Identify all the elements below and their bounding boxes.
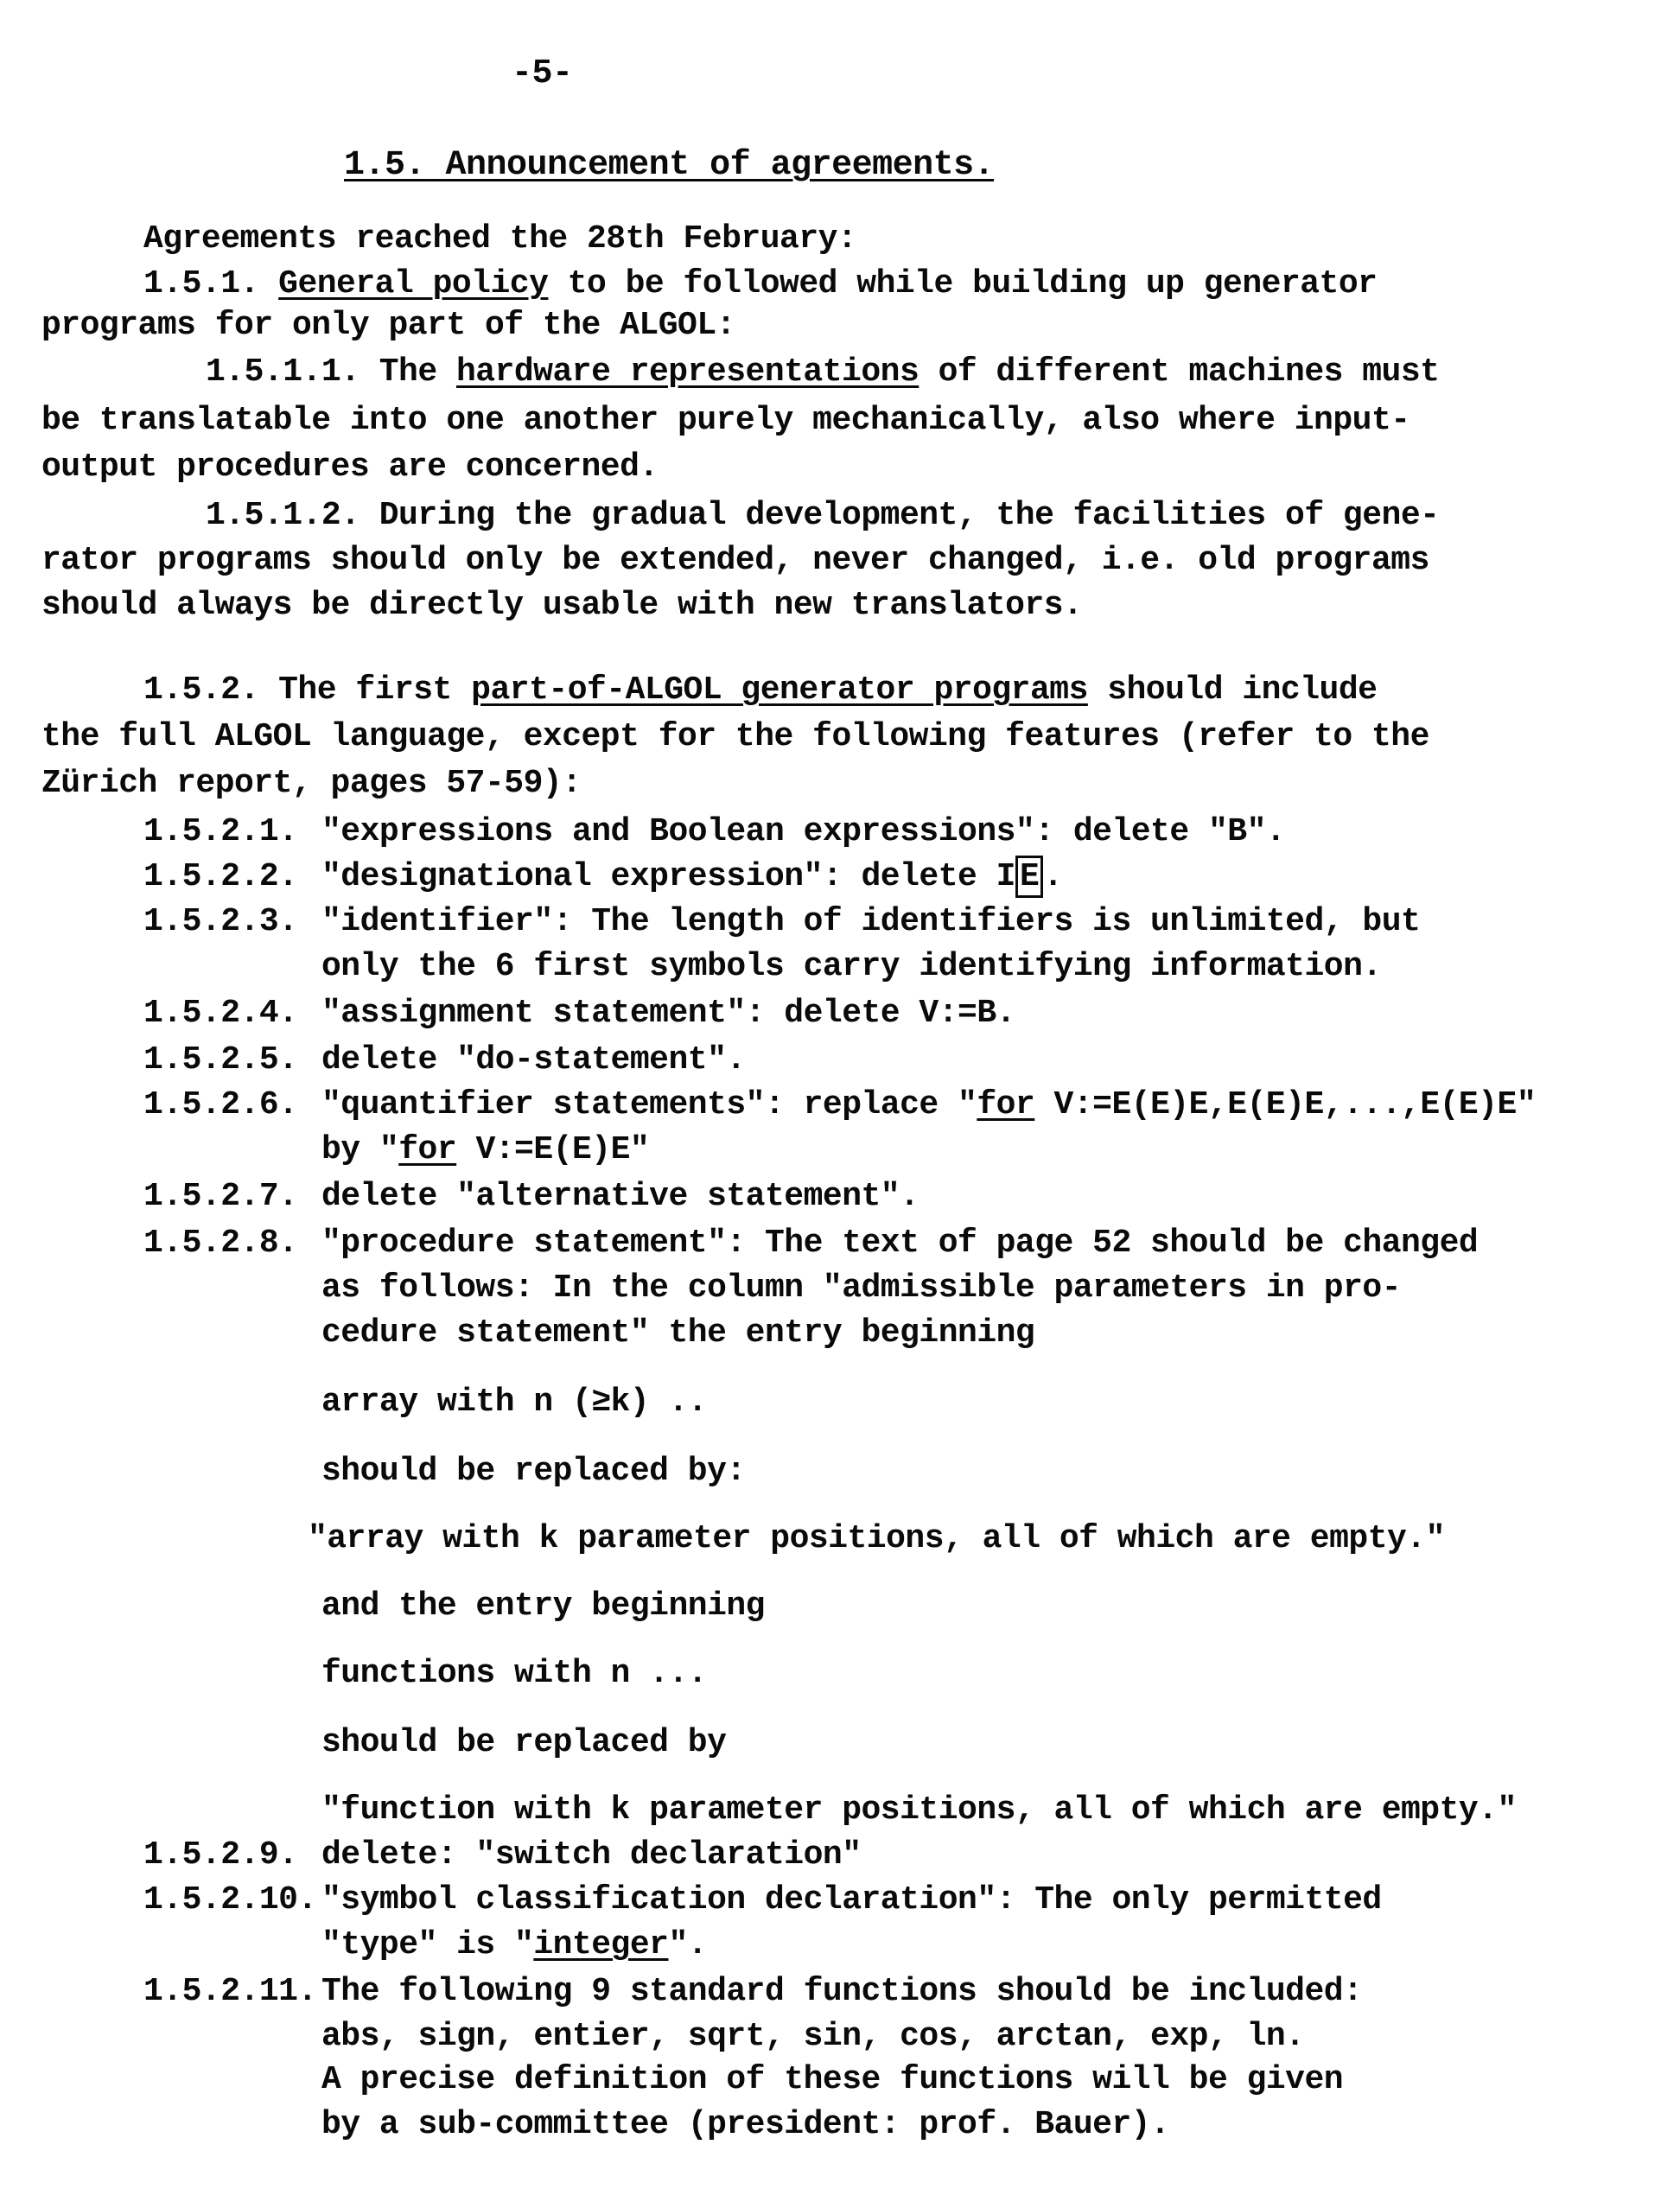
- item-1-5-2-3-line2: only the 6 first symbols carry identifying information.: [321, 948, 1382, 985]
- text: should include: [1087, 671, 1378, 709]
- item-1-5-1-1-line1: [206, 353, 1440, 391]
- item-number: 1.5.2.9.: [143, 1836, 298, 1874]
- item-1-5-2-10-line2: [321, 1926, 708, 1963]
- keyword-integer: integer: [533, 1926, 669, 1963]
- text: to be followed while building up generator: [548, 265, 1378, 302]
- text: V:=E(E)E": [456, 1131, 650, 1168]
- section-1-5-1-line1: [143, 265, 1378, 302]
- quote-function-with-k: "function with k parameter positions, all of which are empty.": [321, 1791, 1517, 1829]
- intro-line: Agreements reached the 28th February:: [143, 220, 857, 258]
- text: "quantifier statements": replace ": [321, 1086, 977, 1123]
- item-1-5-1-2-line2: rator programs should only be extended, never changed, i.e. old programs: [41, 542, 1429, 579]
- item-1-5-2-5-text: delete "do-statement".: [321, 1041, 746, 1079]
- heading-title: Announcement of agreements.: [445, 146, 995, 185]
- underlined-term: hardware representations: [455, 353, 920, 391]
- item-number: 1.5.2.11.: [143, 1973, 317, 2010]
- keyword-for: for: [398, 1131, 457, 1168]
- text: ".: [668, 1926, 708, 1963]
- item-number: 1.5.2.2.: [143, 858, 298, 895]
- item-number: 1.5.2.8.: [143, 1225, 298, 1262]
- section-number: 1.5.1.: [143, 265, 259, 302]
- item-1-5-2-1: [143, 813, 298, 850]
- text: "designational expression": delete I: [321, 858, 1015, 895]
- boxed-symbol: E: [1015, 856, 1043, 898]
- should-be-replaced-2: should be replaced by: [321, 1724, 727, 1761]
- item-1-5-2-9: [143, 1836, 298, 1874]
- item-1-5-2-2-text: [321, 858, 1063, 895]
- section-number: 1.5.2.: [143, 671, 259, 709]
- text: by ": [321, 1131, 399, 1168]
- item-1-5-1-1-line3: output procedures are concerned.: [41, 449, 659, 486]
- item-1-5-2-6-line2: [321, 1131, 650, 1168]
- item-number: 1.5.2.3.: [143, 903, 298, 940]
- text: .: [1043, 858, 1063, 895]
- section-1-5-1-line2: programs for only part of the ALGOL:: [41, 307, 735, 344]
- item-number: 1.5.2.5.: [143, 1041, 298, 1079]
- item-number: 1.5.2.7.: [143, 1178, 298, 1215]
- item-1-5-1-1-line2: be translatable into one another purely mechanically, also where input-: [41, 402, 1410, 439]
- item-number: 1.5.2.10.: [143, 1881, 317, 1918]
- item-1-5-2-10: [143, 1881, 317, 1918]
- text: The first: [258, 671, 472, 709]
- item-1-5-2-8-line1: "procedure statement": The text of page 52 should be changed: [321, 1225, 1479, 1262]
- item-1-5-2-11-line4: by a sub-committee (president: prof. Bauer).: [321, 2106, 1170, 2143]
- item-1-5-2-6-line1: [321, 1086, 1537, 1123]
- item-number: 1.5.2.6.: [143, 1086, 298, 1123]
- item-1-5-2-6: [143, 1086, 298, 1123]
- item-1-5-2-5: [143, 1041, 298, 1079]
- should-be-replaced-1: should be replaced by:: [321, 1453, 746, 1490]
- item-number: 1.5.1.1.: [206, 353, 360, 391]
- item-1-5-2-3: [143, 903, 298, 940]
- section-1-5-2-line1: [143, 671, 1378, 709]
- item-1-5-2-4: [143, 997, 297, 1030]
- text: During the gradual development, the facilities of gene-: [360, 497, 1440, 534]
- page-number: -5-: [512, 54, 573, 93]
- item-1-5-2-9-text: delete: "switch declaration": [321, 1836, 862, 1874]
- item-1-5-2-1-text: "expressions and Boolean expressions": delete "B".: [321, 813, 1286, 850]
- item-1-5-2-3-line1: "identifier": The length of identifiers is unlimited, but: [321, 903, 1421, 940]
- quote-array-with-k: "array with k parameter positions, all of which are empty.": [308, 1520, 1445, 1557]
- item-1-5-2-2: [143, 858, 298, 895]
- item-number: 1.5.1.2.: [206, 497, 360, 534]
- item-1-5-2-10-line1: "symbol classification declaration": The only permitted: [321, 1881, 1382, 1918]
- item-1-5-2-11-line3: A precise definition of these functions will be given: [321, 2061, 1344, 2098]
- text: of different machines must: [919, 353, 1440, 391]
- item-number: 1.5.2.4.: [143, 995, 298, 1032]
- and-the-entry: and the entry beginning: [321, 1588, 765, 1625]
- item-1-5-2-8-line2: as follows: In the column "admissible parameters in pro-: [321, 1269, 1402, 1307]
- text: "type" is ": [321, 1926, 534, 1963]
- item-1-5-2-7: [143, 1180, 297, 1213]
- text: The: [360, 353, 456, 391]
- quote-array-with-n: array with n (≥k) ..: [321, 1384, 708, 1421]
- item-1-5-2-8-line3: cedure statement" the entry beginning: [321, 1314, 1035, 1352]
- item-1-5-2-11: [143, 1973, 317, 2010]
- keyword-for: for: [977, 1086, 1035, 1123]
- section-1-5-2-line2: the full ALGOL language, except for the following features (refer to the: [41, 718, 1429, 755]
- item-number: 1.5.2.1.: [143, 813, 298, 850]
- item-1-5-2-7-text: delete "alternative statement".: [321, 1178, 920, 1215]
- item-1-5-2-11-line2: abs, sign, entier, sqrt, sin, cos, arctan, exp, ln.: [321, 2018, 1305, 2055]
- underlined-term: part-of-ALGOL generator programs: [471, 671, 1088, 709]
- text: V:=E(E)E,E(E)E,...,E(E)E": [1034, 1086, 1537, 1123]
- quote-functions-with-n: functions with n ...: [321, 1655, 708, 1692]
- item-1-5-2-11-line1: The following 9 standard functions should be included:: [321, 1973, 1363, 2010]
- item-1-5-1-2-line3: should always be directly usable with new translators.: [41, 587, 1083, 624]
- item-1-5-2-4-text: "assignment statement": delete V:=B.: [321, 995, 1015, 1032]
- item-1-5-1-2-line1: [206, 497, 1440, 534]
- heading-number: 1.5.: [344, 146, 426, 185]
- section-heading: [344, 146, 995, 185]
- section-1-5-2-line3: Zürich report, pages 57-59):: [41, 765, 582, 802]
- item-1-5-2-8: [143, 1227, 297, 1260]
- underlined-term: General policy: [278, 265, 549, 302]
